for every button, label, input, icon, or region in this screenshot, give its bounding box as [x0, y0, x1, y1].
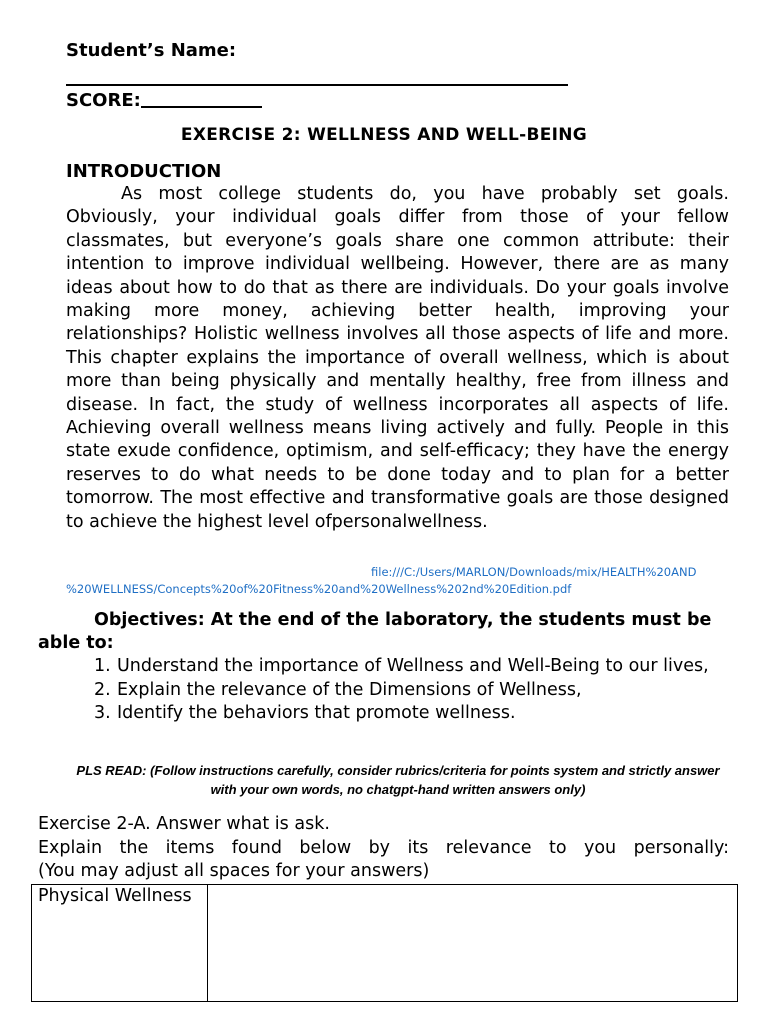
- objective-text: Explain the relevance of the Dimensions of Wellness,: [117, 679, 582, 700]
- objectives-list: [94, 655, 734, 726]
- introduction-heading: INTRODUCTION: [66, 161, 222, 182]
- reference-link-part2[interactable]: %20WELLNESS/Concepts%20of%20Fitness%20and%20Wellness%202nd%20Edition.pdf: [66, 582, 572, 596]
- exercise-instructions: [38, 813, 729, 884]
- score-label: SCORE:: [66, 90, 141, 111]
- objective-text: Identify the behaviors that promote wellness.: [117, 703, 516, 723]
- exercise-line-1: Exercise 2-A. Answer what is ask.: [38, 814, 330, 834]
- read-notice: PLS READ: (Follow instructions carefully, consider rubrics/criteria for points system and strictly answer with your own words, no chatgpt-hand written answers only): [76, 763, 720, 797]
- objective-text: Understand the importance of Wellness and Well-Being to our lives,: [117, 656, 709, 676]
- score-row: [66, 88, 262, 111]
- objective-number: 3.: [94, 703, 111, 723]
- answer-cell[interactable]: [208, 885, 738, 1002]
- objective-number: 2.: [94, 679, 111, 700]
- objective-item: [94, 679, 734, 703]
- dimension-label-cell: Physical Wellness: [32, 885, 208, 1002]
- exercise-line-2: Explain the items found below by its relevance to you personally:: [38, 837, 729, 858]
- reference-link-part1[interactable]: file:///C:/Users/MARLON/Downloads/mix/HEALTH%20AND: [371, 565, 697, 579]
- objectives-heading: Objectives: At the end of the laboratory, the students must be able to:: [38, 610, 712, 653]
- objective-item: [94, 655, 734, 679]
- student-name-field[interactable]: [66, 62, 568, 86]
- objective-number: 1.: [94, 656, 111, 676]
- answer-table: [31, 884, 738, 1002]
- introduction-body: As most college students do, you have probably set goals. Obviously, your individual goals differ from those of your fellow classmates, but everyone’s goals share one common attribute: their intention to improve individual wellbeing. However, there are as many ideas about how to do that as there are individuals. Do your goals involve making more money, achieving better health, improving your relationships? Holistic wellness involves all those aspects of life and more. This chapter explains the importance of overall wellness, which is about more than being physically and mentally healthy, free from illness and disease. In fact, the study of wellness incorporates all aspects of life. Achieving overall wellness means living actively and fully. People in this state exude confidence, optimism, and self-efficacy; they have the energy reserves to do what needs to be done today and to plan for a better tomorrow. The most effective and transformative goals are those designed to achieve the highest level ofpersonalwellness.: [66, 184, 729, 532]
- score-field[interactable]: [141, 88, 262, 108]
- exercise-title: EXERCISE 2: WELLNESS AND WELL-BEING: [180, 125, 588, 145]
- table-row: [32, 885, 738, 1002]
- student-name-label: Student’s Name:: [66, 40, 237, 61]
- exercise-line-3: (You may adjust all spaces for your answers): [38, 861, 430, 881]
- objective-item: [94, 702, 734, 726]
